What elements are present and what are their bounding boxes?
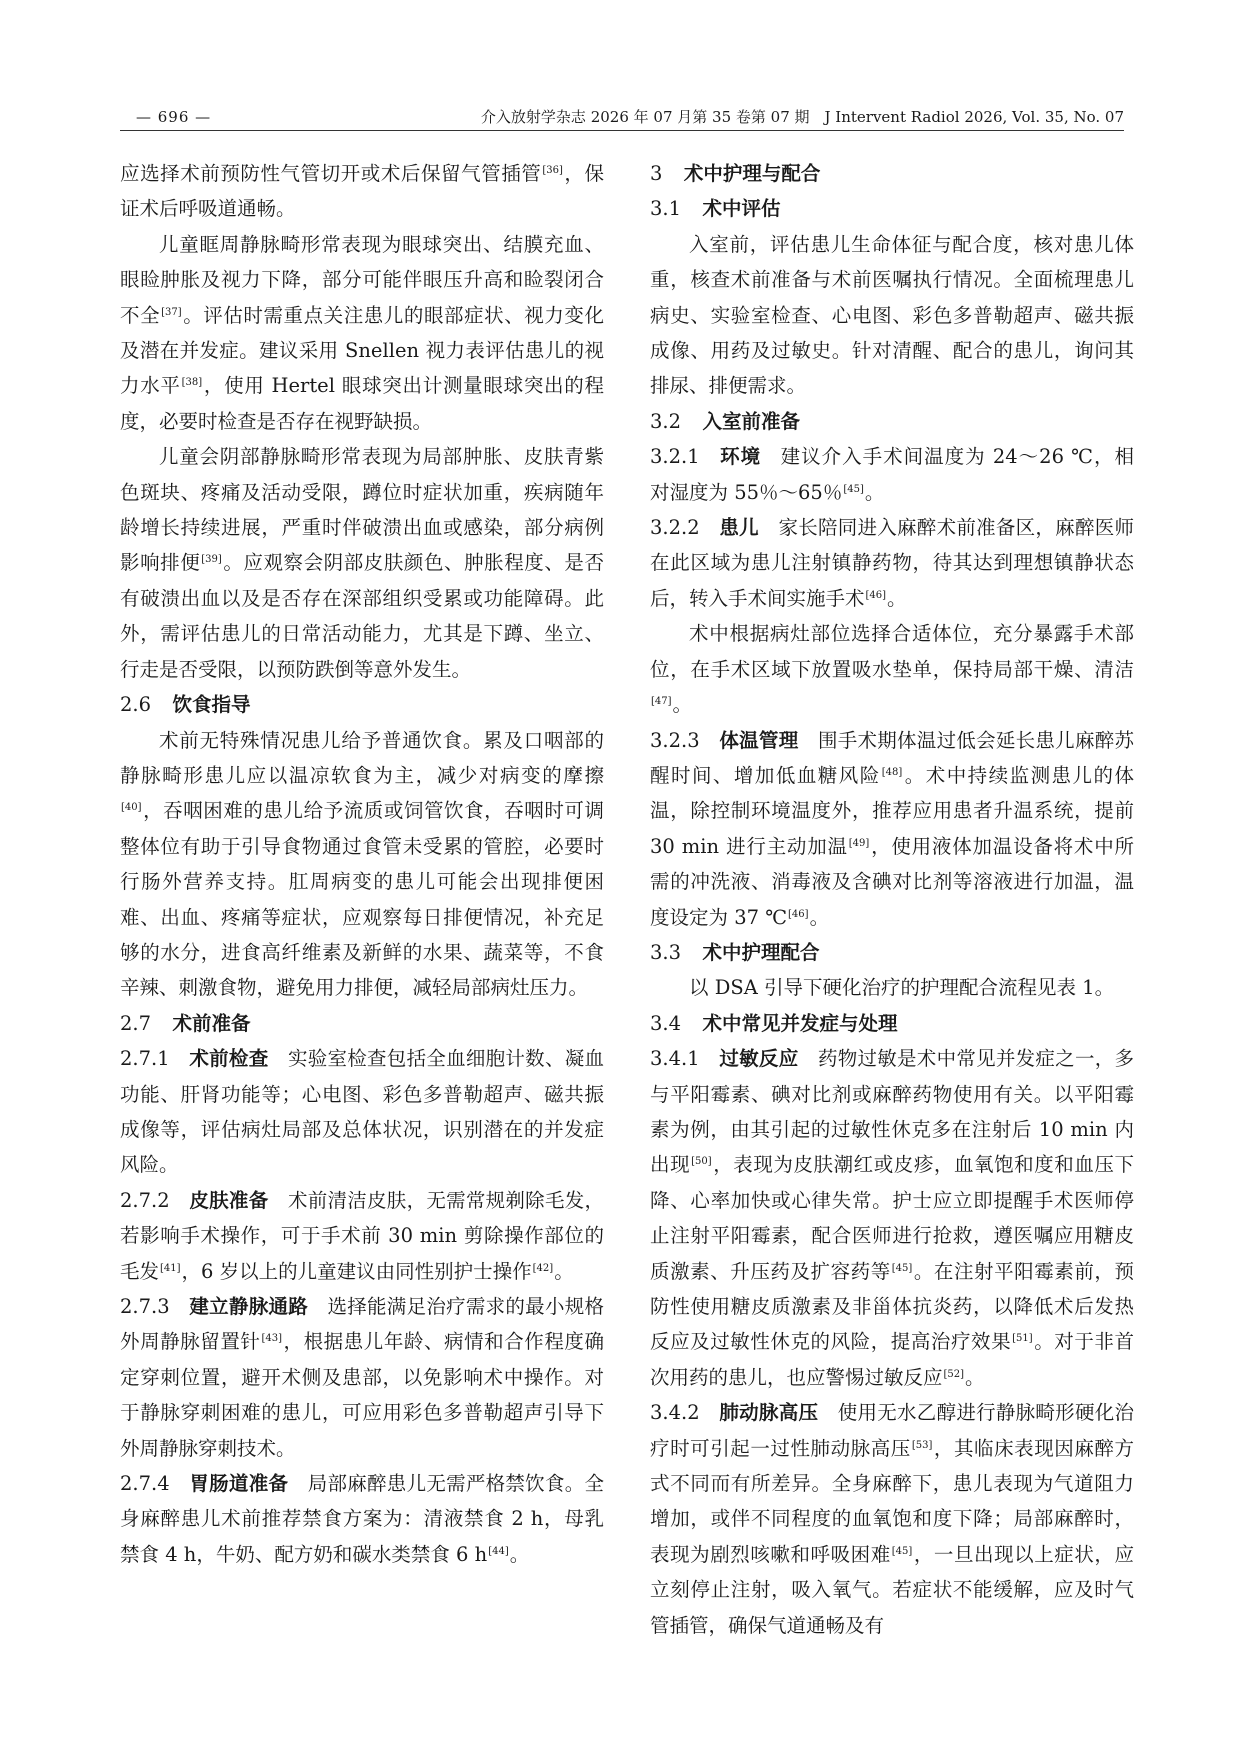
text-run: 术前清洁皮肤，无需常规剃除毛发，若影响手术操作，可于手术前 30 min 剪除操作部位的毛发 (120, 1188, 604, 1283)
section-number: 3 (650, 162, 663, 185)
section-heading (650, 404, 1134, 439)
text-run: 。在注射平阳霉素前，预防性使用糖皮质激素及非甾体抗炎药，以降低术后发热反应及过敏性休克的风险，提高治疗效果 (650, 1259, 1134, 1354)
left-column (120, 156, 604, 1572)
subsection-title: 过敏反应 (719, 1047, 799, 1071)
section-title: 术中常见并发症与处理 (702, 1011, 898, 1035)
text-run: ，使用液体加温设备将术中所需的冲洗液、消毒液及含碘对比剂等溶液进行加温，温度设定为 37 ℃ (650, 834, 1134, 929)
citation-ref: [42] (532, 1262, 554, 1274)
citation-ref: [52] (943, 1368, 965, 1380)
section-heading (650, 1006, 1134, 1041)
page-number: — 696 — (136, 108, 212, 126)
citation-ref: [44] (488, 1545, 509, 1557)
paragraph (120, 1466, 604, 1572)
subsection-number: 2.7.4 (120, 1472, 170, 1496)
section-title: 入室前准备 (702, 409, 800, 433)
text-run: ，使用 Hertel 眼球突出计测量眼球突出的程度，必要时检查是否存在视野缺损。 (120, 374, 604, 433)
text-run: 入室前，评估患儿生命体征与配合度，核对患儿体重，核查术前准备与术前医嘱执行情况。全面梳理患儿病史、实验室检查、心电图、彩色多普勒超声、磁共振成像、用药及过敏史。针对清醒、配合的患儿，询问其排尿、排便需求。 (650, 232, 1134, 398)
citation-ref: [53] (911, 1439, 933, 1451)
text-run: 使用无水乙醇进行静脉畸形硬化治疗时可引起一过性肺动脉高压 (650, 1401, 1134, 1460)
section-number: 2.6 (120, 693, 152, 717)
text-run: 应选择术前预防性气管切开或术后保留气管插管 (120, 162, 542, 185)
paragraph (650, 970, 1134, 1005)
text-run: 儿童会阴部静脉畸形常表现为局部肿胀、皮肤青紫色斑块、疼痛及活动受限，蹲位时症状加重，疾病随年龄增长持续进展，严重时伴破溃出血或感染，部分病例影响排便 (120, 445, 604, 575)
section-heading (650, 191, 1134, 226)
paragraph (650, 723, 1134, 935)
citation-ref: [45] (843, 483, 864, 495)
section-heading (120, 687, 604, 722)
text-run: 建议介入手术间温度为 24～26 ℃，相对湿度为 55％～65％ (650, 445, 1134, 504)
subsection-title: 皮肤准备 (189, 1188, 269, 1212)
section-number: 3.3 (650, 940, 682, 964)
section-title: 术中护理配合 (702, 940, 820, 964)
text-run: ，保证术后呼吸道通畅。 (120, 162, 604, 221)
section-title: 饮食指导 (172, 693, 251, 717)
citation-ref: [46] (788, 908, 809, 920)
citation-ref: [40] (121, 802, 142, 814)
text-run: 药物过敏是术中常见并发症之一，多与平阳霉素、碘对比剂或麻醉药物使用有关。以平阳霉素为例，由其引起的过敏性休克多在注射后 10 min 内出现 (650, 1047, 1134, 1177)
subsection-number: 2.7.1 (120, 1047, 170, 1071)
subsection-title: 环境 (719, 445, 762, 469)
paragraph (120, 439, 604, 687)
text-run: ，表现为皮肤潮红或皮疹，血氧饱和度和血压下降、心率加快或心律失常。护士应立即提醒手术医师停止注射平阳霉素，配合医师进行抢救，遵医嘱应用糖皮质激素、升压药及扩容药等 (650, 1153, 1134, 1283)
section-number: 3.2 (650, 409, 682, 433)
text-run: 儿童眶周静脉畸形常表现为眼球突出、结膜充血、眼睑肿胀及视力下降，部分可能伴眼压升高和睑裂闭合不全 (120, 232, 604, 327)
subsection-number: 3.4.1 (650, 1047, 700, 1071)
subsection-title: 建立静脉通路 (189, 1295, 308, 1318)
text-run: 家长陪同进入麻醉术前准备区，麻醉医师在此区域为患儿注射镇静药物，待其达到理想镇静状态后，转入手术间实施手术 (650, 516, 1134, 610)
subsection-title: 患儿 (719, 516, 759, 540)
section-title: 术中评估 (702, 197, 781, 221)
subsection-number: 2.7.2 (120, 1188, 170, 1212)
text-run: 。 (672, 693, 693, 717)
text-run: 。 (809, 905, 830, 929)
paragraph (120, 227, 604, 439)
citation-ref: [41] (160, 1262, 181, 1274)
paragraph (120, 156, 604, 227)
subsection-number: 3.2.2 (650, 516, 700, 540)
subsection-number: 3.2.1 (650, 445, 700, 469)
text-run: ，其临床表现因麻醉方式不同而有所差异。全身麻醉下，患儿表现为气道阻力增加，或伴不同程度的血氧饱和度下降；局部麻醉时，表现为剧烈咳嗽和呼吸困难 (650, 1436, 1134, 1566)
paragraph (120, 1041, 604, 1183)
subsection-title: 术前检查 (189, 1047, 269, 1071)
text-run: 围手术期体温过低会延长患儿麻醉苏醒时间、增加低血糖风险 (650, 728, 1134, 787)
text-run: ，6 岁以上的儿童建议由同性别护士操作 (181, 1259, 532, 1283)
citation-ref: [45] (891, 1262, 913, 1274)
paragraph (650, 510, 1134, 616)
paragraph (650, 439, 1134, 510)
text-run: 局部麻醉患儿无需严格禁饮食。全身麻醉患儿术前推荐禁食方案为：清液禁食 2 h，母乳禁食 4 h，牛奶、配方奶和碳水类禁食 6 h (120, 1472, 604, 1566)
text-run: 。 (864, 480, 885, 504)
paragraph (120, 1183, 604, 1289)
citation-ref: [38] (181, 377, 203, 389)
citation-ref: [43] (261, 1333, 282, 1345)
paragraph (650, 616, 1134, 722)
section-title: 术中护理与配合 (683, 162, 821, 185)
subsection-title: 肺动脉高压 (719, 1401, 819, 1425)
citation-ref: [37] (161, 306, 182, 318)
section-number: 2.7 (120, 1011, 152, 1035)
section-heading (650, 935, 1134, 970)
paragraph (120, 723, 604, 1006)
running-header (120, 104, 1124, 131)
section-number: 3.4 (650, 1011, 682, 1035)
text-run: 。术中持续监测患儿的体温，除控制环境温度外，推荐应用患者升温系统，提前 30 min 进行主动加温 (650, 763, 1134, 858)
text-run: ，吞咽困难的患儿给予流质或饲管饮食，吞咽时可调整体位有助于引导食物通过食管未受累的管腔，必要时行肠外营养支持。肛周病变的患儿可能会出现排便困难、出血、疼痛等症状，应观察每日排便情况，补充足够的水分，进食高纤维素及新鲜的水果、蔬菜等，不食辛辣、刺激食物，避免用力排便，减轻局部病灶压力。 (120, 799, 604, 1000)
section-number: 3.1 (650, 197, 682, 221)
citation-ref: [45] (891, 1545, 913, 1557)
text-run: 。评估时需重点关注患儿的眼部症状、视力变化及潜在并发症。建议采用 Snellen 视力表评估患儿的视力水平 (120, 303, 604, 398)
citation-ref: [36] (542, 165, 563, 176)
text-run: 。应观察会阴部皮肤颜色、肿胀程度、是否有破溃出血以及是否存在深部组织受累或功能障碍。此外，需评估患儿的日常活动能力，尤其是下蹲、坐立、行走是否受限，以预防跌倒等意外发生。 (120, 551, 604, 681)
subsection-title: 胃肠道准备 (189, 1472, 289, 1496)
citation-ref: [39] (201, 554, 222, 566)
citation-ref: [50] (691, 1156, 712, 1168)
text-run: 术中根据病灶部位选择合适体位，充分暴露手术部位，在手术区域下放置吸水垫单，保持局部干燥、清洁 (650, 622, 1134, 681)
text-run: 。 (887, 586, 907, 610)
citation-ref: [47] (651, 696, 672, 708)
subsection-number: 3.4.2 (650, 1401, 700, 1425)
subsection-number: 3.2.3 (650, 728, 700, 752)
paragraph (650, 1395, 1134, 1643)
section-title: 术前准备 (172, 1011, 251, 1035)
text-run: ，根据患儿年龄、病情和合作程度确定穿刺位置，避开术侧及患部，以免影响术中操作。对于静脉穿刺困难的患儿，可应用彩色多普勒超声引导下外周静脉穿刺技术。 (120, 1330, 604, 1460)
text-run: 。对于非首次用药的患儿，也应警惕过敏反应 (650, 1330, 1134, 1389)
text-run: 。 (554, 1259, 574, 1283)
text-run: 选择能满足治疗需求的最小规格外周静脉留置针 (120, 1295, 604, 1354)
section-heading (120, 1006, 604, 1041)
text-run: 实验室检查包括全血细胞计数、凝血功能、肝肾功能等；心电图、彩色多普勒超声、磁共振成像等，评估病灶局部及总体状况，识别潜在的并发症风险。 (120, 1047, 604, 1177)
citation-ref: [48] (881, 766, 903, 778)
citation-ref: [49] (848, 837, 870, 849)
subsection-number: 2.7.3 (120, 1295, 170, 1318)
paragraph (650, 227, 1134, 404)
text-run: 以 DSA 引导下硬化治疗的护理配合流程见表 1。 (689, 976, 1115, 1000)
subsection-title: 体温管理 (719, 728, 799, 752)
right-column (650, 156, 1134, 1643)
citation-ref: [46] (865, 589, 887, 601)
paragraph (650, 1041, 1134, 1395)
citation-ref: [51] (1012, 1333, 1033, 1345)
text-run: 术前无特殊情况患儿给予普通饮食。累及口咽部的静脉畸形患儿应以温凉软食为主，减少对病变的摩擦 (120, 728, 604, 787)
section-heading (650, 156, 1134, 191)
text-run: 。 (965, 1365, 985, 1389)
journal-citation: 介入放射学杂志 2026 年 07 月第 35 卷第 07 期 J Intervent Radiol 2026, Vol. 35, No. 07 (480, 108, 1124, 126)
text-run: 。 (509, 1542, 530, 1566)
text-run: ，一旦出现以上症状，应立刻停止注射，吸入氧气。若症状不能缓解，应及时气管插管，确保气道通畅及有 (650, 1542, 1134, 1637)
paragraph (120, 1289, 604, 1466)
